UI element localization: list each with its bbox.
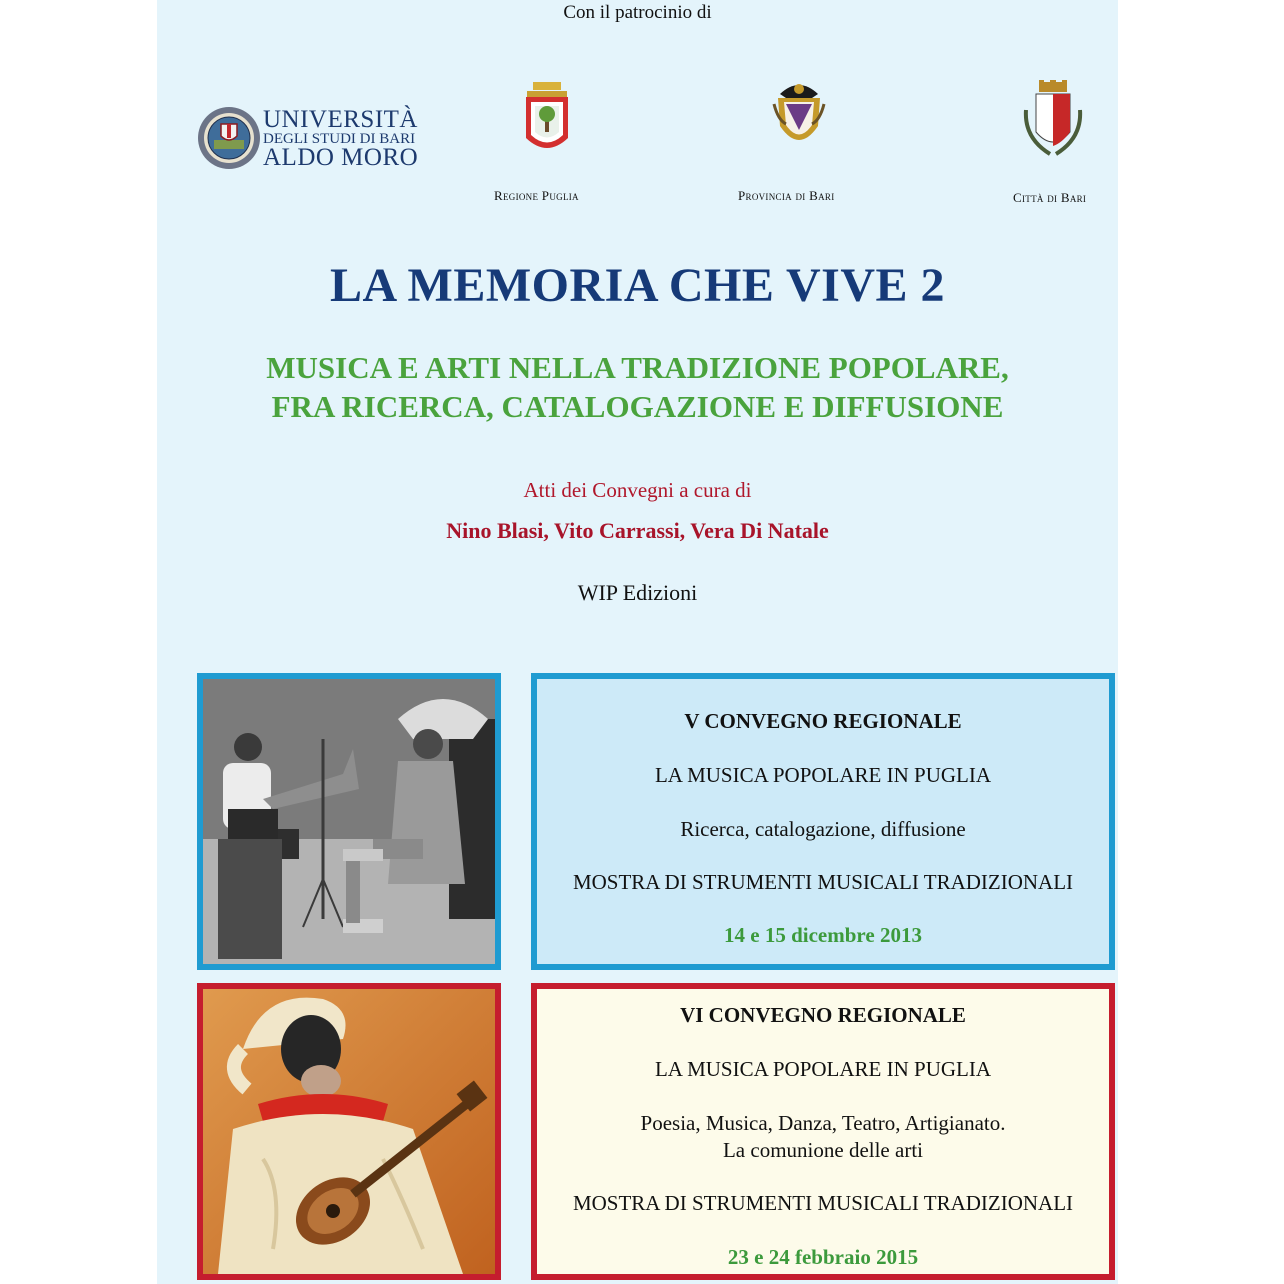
book-title: LA MEMORIA CHE VIVE 2 — [329, 259, 946, 312]
conference-vi-heading: VI CONVEGNO REGIONALE — [680, 1003, 966, 1027]
university-name-line1: UNIVERSITÀ — [263, 106, 418, 133]
editors: Nino Blasi, Vito Carrassi, Vera Di Natale — [446, 518, 829, 543]
city-bari-coat-of-arms-icon — [1022, 80, 1084, 160]
province-bari-label: Provincia di Bari — [738, 188, 835, 203]
conference-v-exhibition: MOSTRA DI STRUMENTI MUSICALI TRADIZIONALI — [572, 870, 1074, 894]
pulcinella-mandolin-photo — [197, 983, 501, 1280]
conference-vi-subtitle-line2: La comunione delle arti — [722, 1138, 923, 1162]
book-cover — [157, 0, 1118, 1284]
proceedings-caption: Atti dei Convegni a cura di — [523, 478, 752, 502]
region-puglia-label: Regione Puglia — [494, 188, 579, 203]
university-logo — [197, 104, 422, 172]
conference-v-subtitle: Ricerca, catalogazione, diffusione — [680, 817, 966, 841]
conference-vi-subtitle-line1: Poesia, Musica, Danza, Teatro, Artigianato. — [640, 1111, 1006, 1135]
conference-vi-exhibition: MOSTRA DI STRUMENTI MUSICALI TRADIZIONALI — [572, 1191, 1074, 1215]
patronage-caption: Con il patrocinio di — [563, 2, 712, 23]
university-name-line2: DEGLI STUDI DI BARI — [263, 131, 416, 147]
conference-vi-date: 23 e 24 febbraio 2015 — [727, 1245, 919, 1269]
conference-vi-theme: LA MUSICA POPOLARE IN PUGLIA — [654, 1057, 992, 1081]
book-subtitle — [157, 348, 1118, 426]
conference-vi-box — [531, 983, 1115, 1280]
conference-v-date: 14 e 15 dicembre 2013 — [724, 923, 922, 947]
conference-v-theme: LA MUSICA POPOLARE IN PUGLIA — [654, 763, 992, 787]
phonograph-photo-illustration — [203, 679, 495, 964]
subtitle-line1: MUSICA E ARTI NELLA TRADIZIONE POPOLARE, — [266, 350, 1009, 385]
publisher: WIP Edizioni — [577, 580, 698, 605]
university-name-line3: ALDO MORO — [263, 144, 419, 171]
subtitle-line2: FRA RICERCA, CATALOGAZIONE E DIFFUSIONE — [271, 389, 1004, 424]
region-puglia-coat-of-arms-icon — [523, 80, 571, 158]
pulcinella-photo-illustration — [203, 989, 495, 1274]
university-seal-icon — [197, 106, 261, 170]
conference-v-box — [531, 673, 1115, 970]
city-bari-label: Città di Bari — [1013, 190, 1087, 205]
phonograph-recording-photo — [197, 673, 501, 970]
province-bari-coat-of-arms-icon — [772, 80, 826, 154]
conference-v-heading: V CONVEGNO REGIONALE — [684, 709, 962, 733]
